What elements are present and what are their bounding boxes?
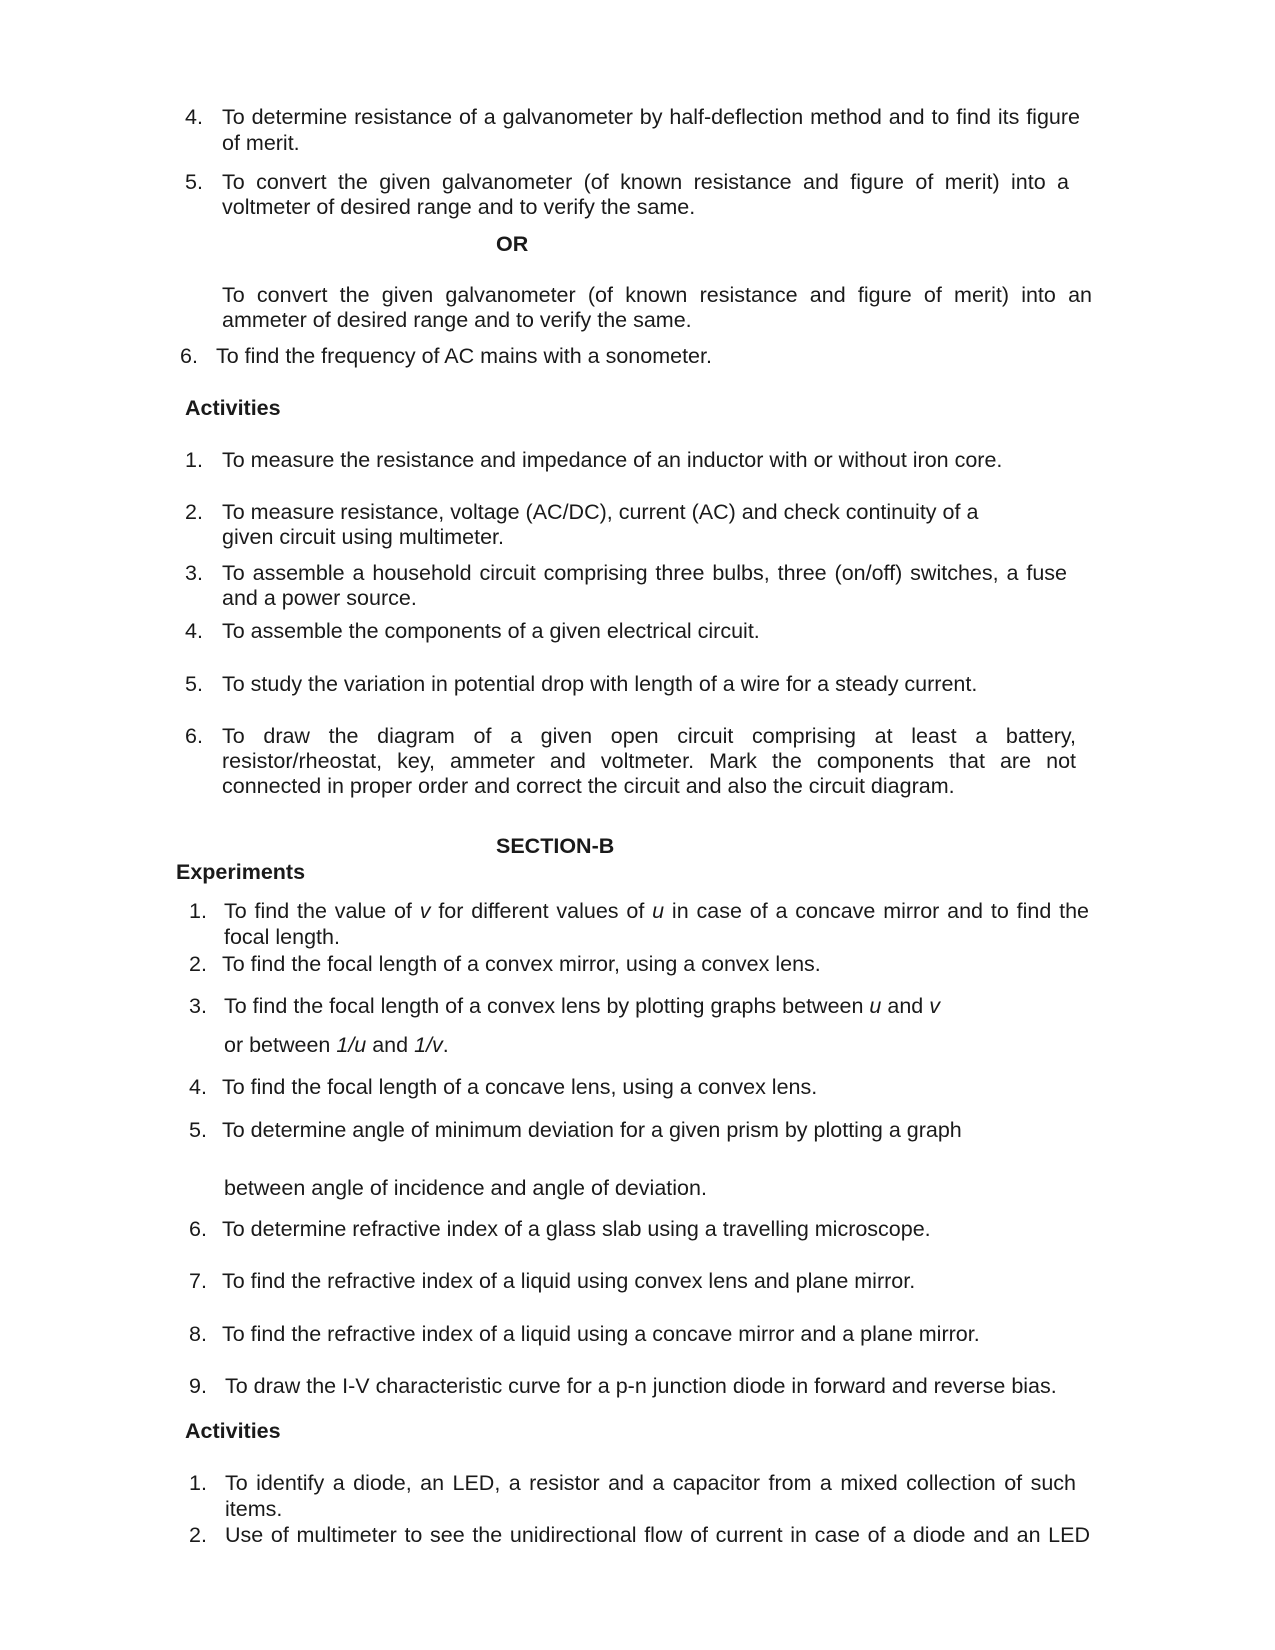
item-text: To convert the given galvanometer (of known resistance and figure of merit) into an bbox=[222, 283, 1092, 307]
item-number: 4. bbox=[189, 1075, 207, 1099]
item-text: To find the frequency of AC mains with a sonometer. bbox=[216, 344, 712, 368]
item-number: 3. bbox=[189, 994, 207, 1018]
activities-heading: Activities bbox=[185, 1419, 281, 1443]
section-title: SECTION-B bbox=[496, 834, 615, 858]
item-text: To identify a diode, an LED, a resistor and a capacitor from a mixed collection of such bbox=[225, 1471, 1076, 1495]
item-number: 2. bbox=[189, 952, 207, 976]
item-text: To assemble the components of a given electrical circuit. bbox=[222, 619, 760, 643]
activities-heading: Activities bbox=[185, 396, 281, 420]
item-text: Use of multimeter to see the unidirectional flow of current in case of a diode and an LED bbox=[225, 1523, 1090, 1547]
item-text: To study the variation in potential drop with length of a wire for a steady current. bbox=[222, 672, 978, 696]
item-number: 6. bbox=[180, 344, 198, 368]
item-number: 3. bbox=[185, 561, 203, 585]
item-text: resistor/rheostat, key, ammeter and voltmeter. Mark the components that are not bbox=[222, 749, 1076, 773]
or-divider: OR bbox=[496, 232, 529, 256]
item-text: To measure resistance, voltage (AC/DC), current (AC) and check continuity of a bbox=[222, 500, 979, 524]
item-text: To find the focal length of a convex mirror, using a convex lens. bbox=[222, 952, 821, 976]
item-text: voltmeter of desired range and to verify the same. bbox=[222, 195, 696, 219]
item-text: To draw the I-V characteristic curve for a p-n junction diode in forward and reverse bias. bbox=[225, 1374, 1057, 1398]
item-number: 9. bbox=[189, 1374, 207, 1398]
item-text: between angle of incidence and angle of deviation. bbox=[224, 1176, 707, 1200]
item-number: 2. bbox=[189, 1523, 207, 1547]
item-text: To find the refractive index of a liquid using convex lens and plane mirror. bbox=[222, 1269, 916, 1293]
item-number: 5. bbox=[185, 170, 203, 194]
item-number: 5. bbox=[189, 1118, 207, 1142]
item-text: of merit. bbox=[222, 131, 300, 155]
item-text: ammeter of desired range and to verify the same. bbox=[222, 308, 692, 332]
item-text: To determine refractive index of a glass slab using a travelling microscope. bbox=[222, 1217, 931, 1241]
item-number: 1. bbox=[189, 1471, 207, 1495]
item-text: given circuit using multimeter. bbox=[222, 525, 504, 549]
item-number: 2. bbox=[185, 500, 203, 524]
item-text: To find the refractive index of a liquid using a concave mirror and a plane mirror. bbox=[222, 1322, 980, 1346]
item-text: To determine resistance of a galvanometer by half-deflection method and to find its figure bbox=[222, 105, 1080, 129]
item-text: To assemble a household circuit comprising three bulbs, three (on/off) switches, a fuse bbox=[222, 561, 1067, 585]
item-number: 7. bbox=[189, 1269, 207, 1293]
item-text: or between 1/u and 1/v. bbox=[224, 1033, 449, 1057]
item-text: To convert the given galvanometer (of known resistance and figure of merit) into a bbox=[222, 170, 1069, 194]
item-text: To draw the diagram of a given open circuit comprising at least a battery, bbox=[222, 724, 1076, 748]
item-text: and a power source. bbox=[222, 586, 417, 610]
item-text: focal length. bbox=[224, 925, 340, 949]
item-number: 4. bbox=[185, 619, 203, 643]
item-text: To determine angle of minimum deviation for a given prism by plotting a graph bbox=[222, 1118, 962, 1142]
item-number: 8. bbox=[189, 1322, 207, 1346]
item-number: 4. bbox=[185, 105, 203, 129]
item-number: 6. bbox=[189, 1217, 207, 1241]
item-text: To find the focal length of a convex lens by plotting graphs between u and v bbox=[224, 994, 940, 1018]
item-text: connected in proper order and correct the circuit and also the circuit diagram. bbox=[222, 774, 955, 798]
item-text: To find the value of v for different values of u in case of a concave mirror and to find the bbox=[224, 899, 1089, 923]
item-text: To measure the resistance and impedance of an inductor with or without iron core. bbox=[222, 448, 1003, 472]
experiments-heading: Experiments bbox=[176, 860, 306, 884]
item-text: items. bbox=[225, 1497, 283, 1521]
item-text: To find the focal length of a concave lens, using a convex lens. bbox=[222, 1075, 818, 1099]
item-number: 1. bbox=[189, 899, 207, 923]
item-number: 1. bbox=[185, 448, 203, 472]
item-number: 5. bbox=[185, 672, 203, 696]
item-number: 6. bbox=[185, 724, 203, 748]
